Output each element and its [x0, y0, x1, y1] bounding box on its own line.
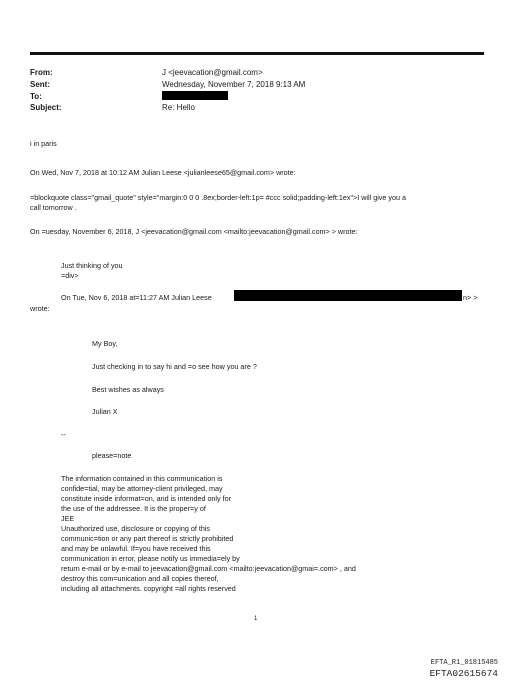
- disclaimer-line: destroy this com=unication and all copies thereof,: [61, 574, 219, 583]
- disclaimer-line: the use of the addressee. It is the proper=y of: [61, 504, 206, 513]
- disclaimer-line: The information contained in this communication is: [61, 474, 223, 483]
- quote-line-2: On =uesday, November 6, 2018, J <jeevacation@gmail.com <mailto:jeevacation@gmail.com> > wrote:: [30, 227, 358, 236]
- checking-line: Just checking in to say hi and =o see how you are ?: [92, 362, 257, 371]
- subject-value: Re: Hello: [162, 103, 195, 112]
- quote-line-3-redaction: [234, 290, 462, 301]
- disclaimer-line: JEE: [61, 514, 75, 523]
- footer-id-1: EFTA_R1_01815485: [430, 659, 498, 667]
- disclaimer-line: Unauthorized use, disclosure or copying of this: [61, 524, 211, 533]
- disclaimer-line: communic=tion or any part thereof is strictly prohibited: [61, 534, 234, 543]
- disclaimer-line: confide=tial, may be attorney-client privileged, may: [61, 484, 223, 493]
- best-wishes-line: Best wishes as always: [92, 385, 164, 394]
- body-line-1: i in paris: [30, 139, 57, 148]
- greeting-line: My Boy,: [92, 339, 118, 348]
- subject-label: Subject:: [30, 103, 62, 112]
- quote-line-3-start: On Tue, Nov 6, 2018 at=11:27 AM Julian Leese: [61, 293, 212, 302]
- page-number: 1: [254, 616, 258, 622]
- thinking-line-1: Just thinking of you: [61, 261, 123, 270]
- disclaimer-line: return e-mail or by e-mail to jeevacation@gmail.com <mailto:jeevacation@gmai=.com> , and: [61, 564, 356, 573]
- please-note-line: please=note: [92, 451, 132, 460]
- sent-label: Sent:: [30, 80, 50, 89]
- quote-line-1: On Wed, Nov 7, 2018 at 10:12 AM Julian Leese <julianleese65@gmail.com> wrote:: [30, 168, 296, 177]
- quote-line-3-end: n> >: [463, 293, 478, 302]
- from-value: J <jeevacation@gmail.com>: [162, 68, 263, 77]
- header-rule: [30, 52, 484, 55]
- to-redaction: [162, 91, 228, 100]
- disclaimer-line: including all attachments. copyright =all rights reserved: [61, 584, 236, 593]
- signature-line: Julian X: [92, 407, 118, 416]
- wrote-line: wrote:: [30, 304, 50, 313]
- disclaimer-line: and may be unlawful. If=you have received this: [61, 544, 211, 553]
- disclaimer-line: communication in error, please notify us immedia=ely by: [61, 554, 240, 563]
- from-label: From:: [30, 68, 53, 77]
- sent-value: Wednesday, November 7, 2018 9:13 AM: [162, 80, 306, 89]
- to-label: To:: [30, 92, 42, 101]
- disclaimer-line: constitute inside informat=on, and is intended only for: [61, 494, 232, 503]
- thinking-line-2: =div>: [61, 271, 79, 280]
- footer-id-2: EFTA02615674: [429, 668, 498, 679]
- dashes-line: --: [61, 430, 66, 439]
- blockquote-line-1: =blockquote class="gmail_quote" style="margin:0 0 0 .8ex;border-left:1p= #ccc solid;padding-left:1ex">I will give you a: [30, 193, 406, 202]
- blockquote-line-2: call tomorrow .: [30, 203, 77, 212]
